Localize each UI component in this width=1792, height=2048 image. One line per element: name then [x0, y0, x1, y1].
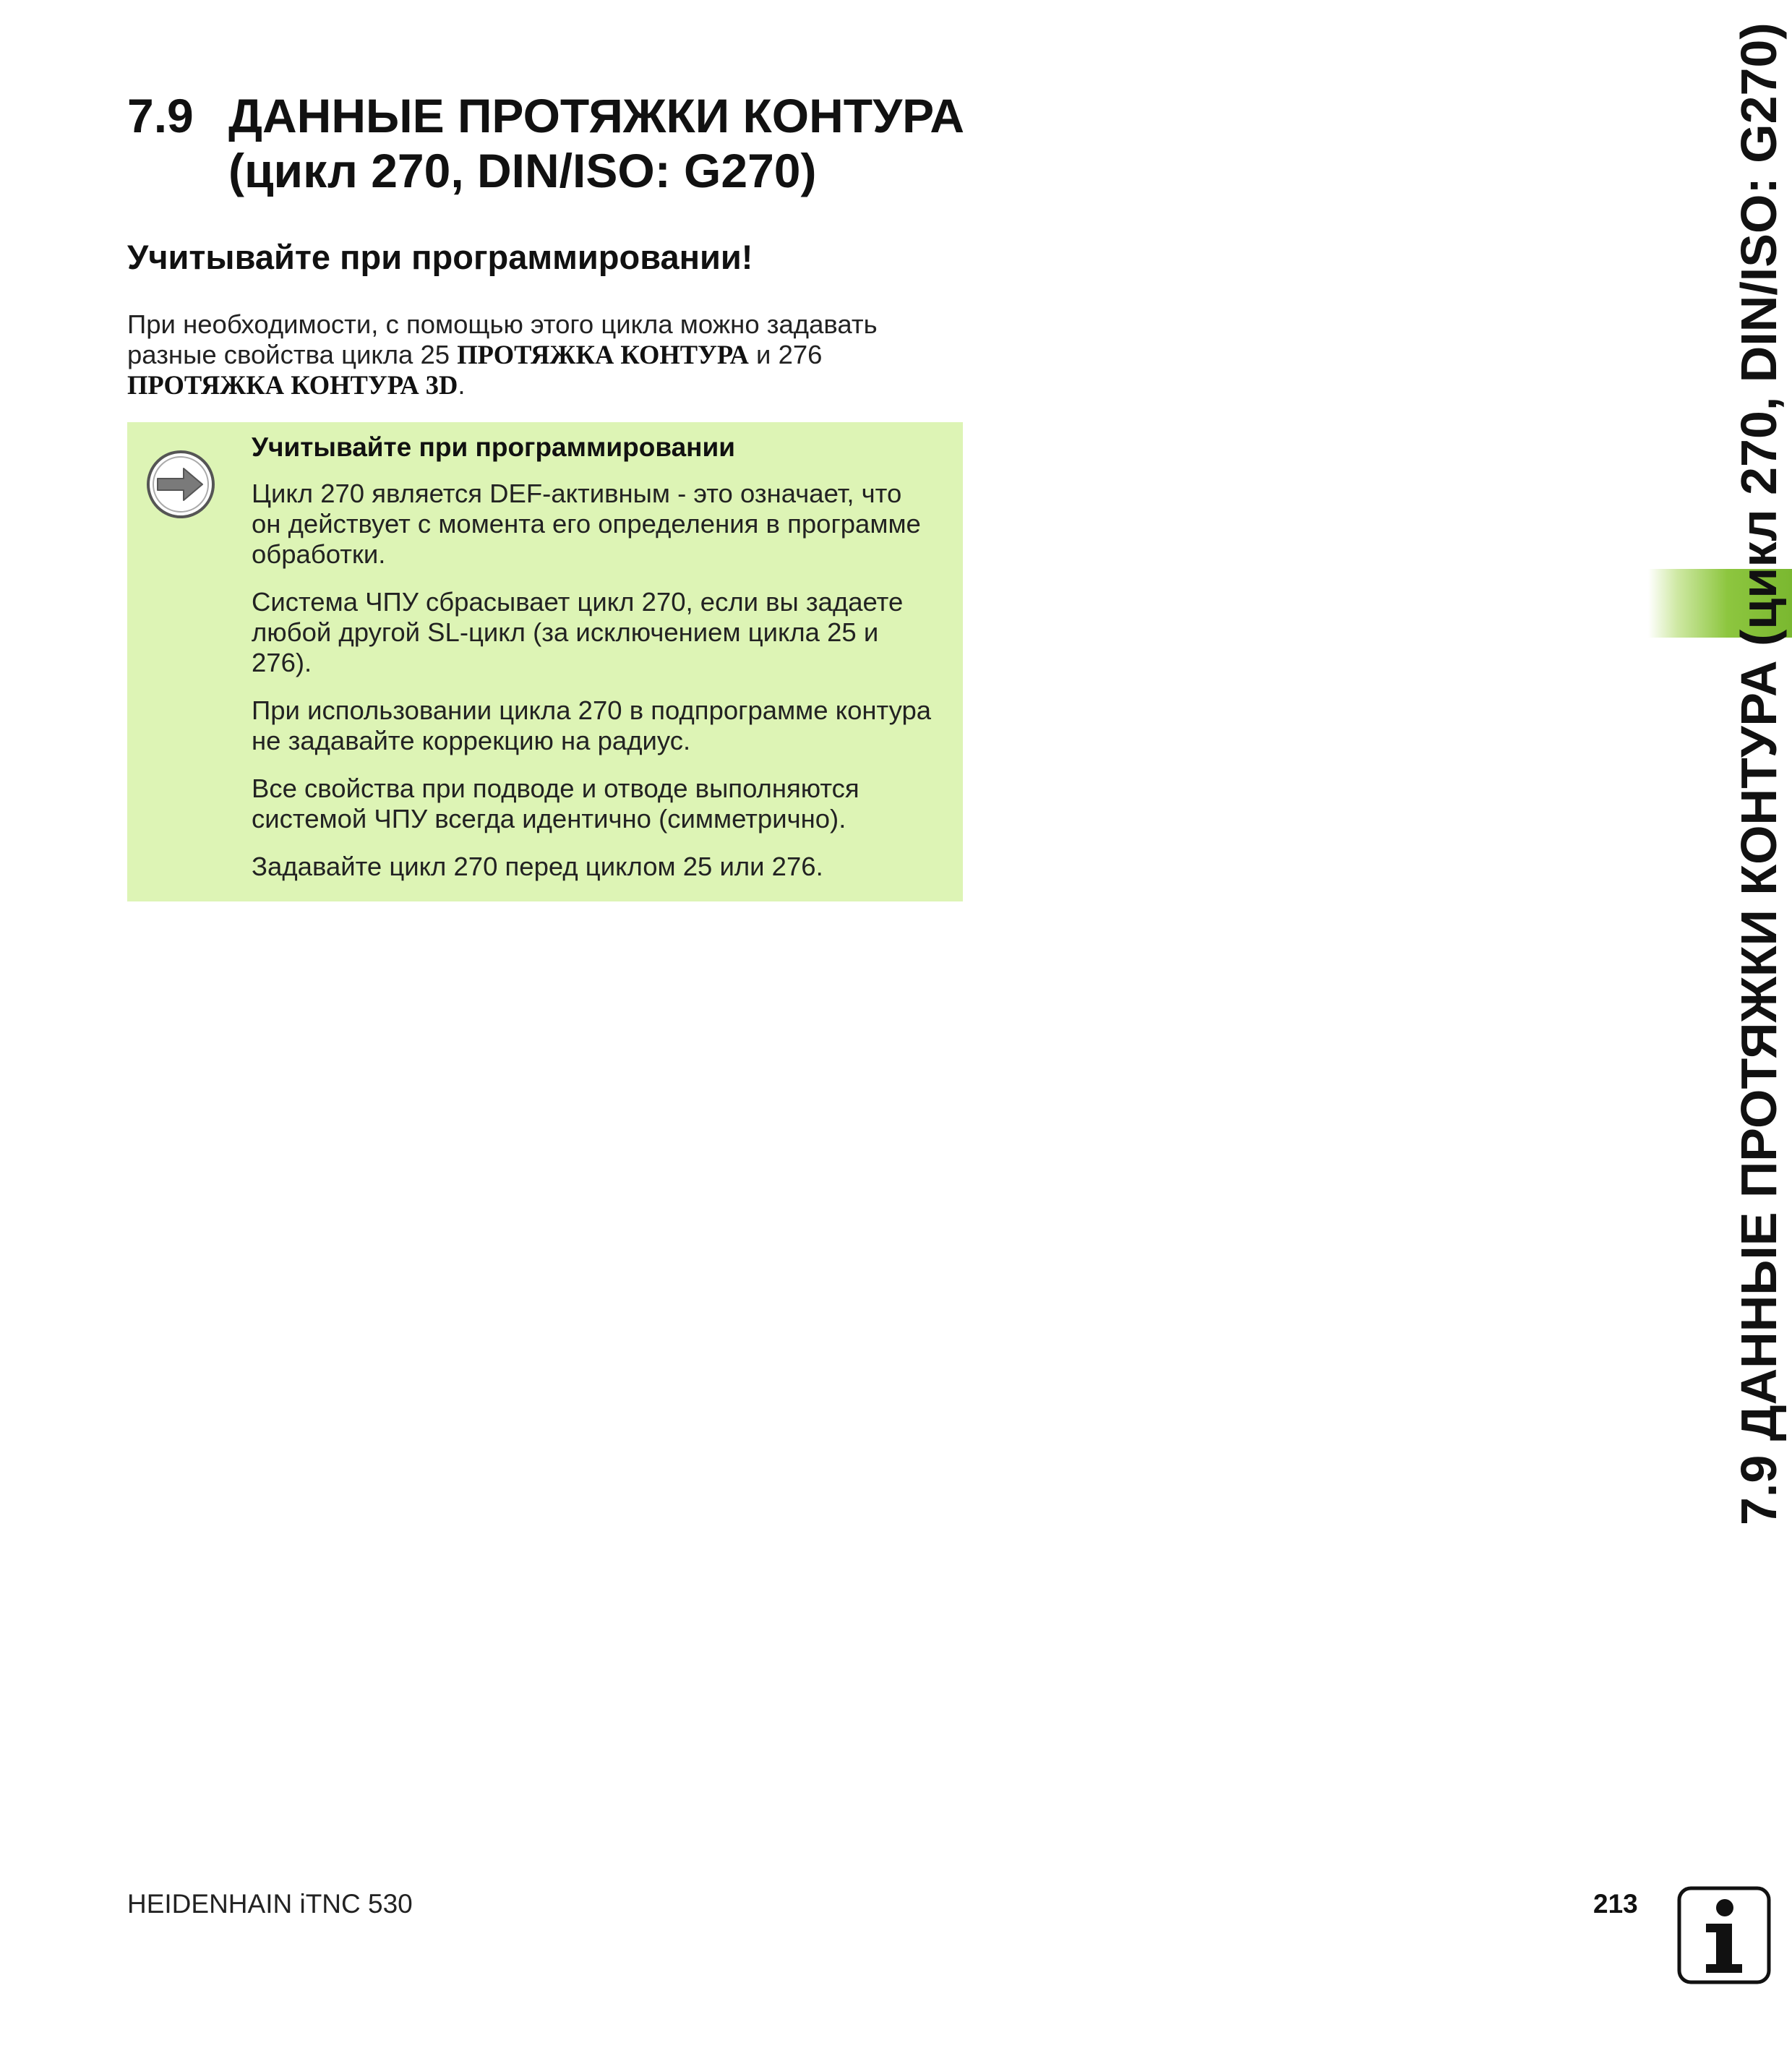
section-title-line1: ДАННЫЕ ПРОТЯЖКИ КОНТУРА [228, 89, 965, 142]
note-paragraph-4 [252, 774, 946, 834]
note-content [252, 432, 946, 899]
note-line: Система ЧПУ сбрасывает цикл 270, если вы задаете [252, 587, 904, 617]
intro-line2-suffix: и 276 [748, 340, 823, 369]
note-paragraph-1 [252, 479, 946, 570]
intro-line-3 [127, 370, 973, 400]
note-line: Задавайте цикл 270 перед циклом 25 или 276. [252, 852, 823, 881]
arrow-right-icon [145, 448, 217, 520]
section-title-line2: (цикл 270, DIN/ISO: G270) [228, 144, 817, 197]
info-icon [1677, 1886, 1771, 1984]
subheading: Учитывайте при программировании! [127, 238, 753, 276]
page-number: 213 [1593, 1889, 1638, 1919]
section-number: 7.9 [127, 89, 194, 142]
note-line: он действует с момента его определения в программе [252, 509, 921, 539]
intro-cycle25-name: ПРОТЯЖКА КОНТУРА [457, 340, 749, 369]
intro-line3-suffix: . [458, 370, 466, 400]
note-line: При использовании цикла 270 в подпрограмме контура [252, 695, 932, 725]
note-line: Цикл 270 является DEF-активным - это означает, что [252, 479, 902, 508]
side-running-title: 7.9 ДАННЫЕ ПРОТЯЖКИ КОНТУРА (цикл 270, DIN/ISO: G270) [1731, 22, 1787, 1525]
note-line: системой ЧПУ всегда идентично (симметрично). [252, 804, 846, 834]
section-title-text [228, 88, 1096, 198]
note-line: любой другой SL-цикл (за исключением цикла 25 и [252, 617, 879, 647]
note-line: 276). [252, 648, 312, 677]
note-line: не задавайте коррекцию на радиус. [252, 726, 691, 755]
note-line: Все свойства при подводе и отводе выполняются [252, 774, 859, 803]
intro-line-1: При необходимости, с помощью этого цикла можно задавать [127, 309, 878, 339]
intro-cycle276-name: ПРОТЯЖКА КОНТУРА 3D [127, 370, 458, 400]
intro-paragraph [127, 309, 973, 400]
note-line: обработки. [252, 539, 386, 569]
note-title: Учитывайте при программировании [252, 432, 735, 462]
footer-product-name: HEIDENHAIN iTNC 530 [127, 1889, 413, 1919]
note-paragraph-5 [252, 852, 946, 882]
intro-line2-prefix: разные свойства цикла 25 [127, 340, 458, 369]
note-paragraph-2 [252, 587, 946, 678]
note-box [127, 422, 963, 901]
note-paragraph-3 [252, 695, 946, 756]
intro-line-2 [127, 340, 973, 370]
